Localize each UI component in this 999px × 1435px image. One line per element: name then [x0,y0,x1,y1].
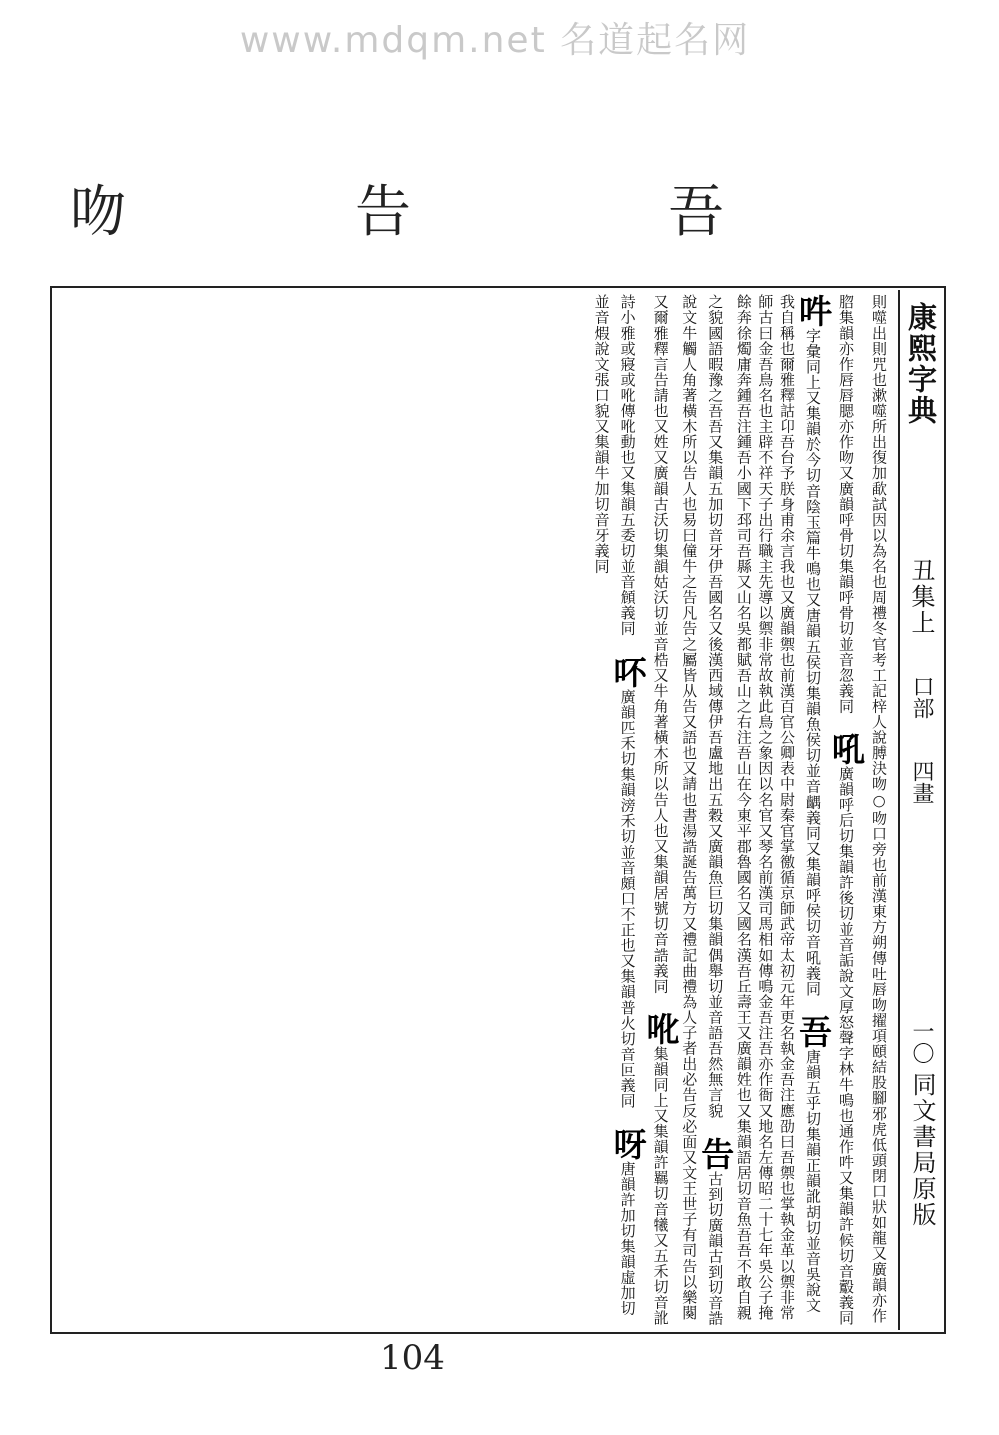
entry-definition: 集韻同上又集韻許羈切音犧又五禾切音訛詩小雅或寢或吪傳吪動也又集韻五委切並音頠義同 [618,294,670,1326]
entry-headword: 吼 [827,732,866,766]
entry-definition: 廣韻呼后切集韻許後切並音詬說文厚怒聲字林牛鳴也通作吽又集韻許候切音鷇義同 [837,765,855,1326]
page-number: 104 [380,1338,445,1378]
dictionary-page [50,286,946,1334]
dictionary-entry [608,654,648,1109]
entry-definition: 則噬出則咒也漱噬所出復加歃試因以為名也周禮冬官考工記梓人說膊決吻○吻口旁也前漢東方朔傳吐唇吻擢項頤結股腳邪虎低頭閉口狀如龍又廣韻亦作脗集韻亦作唇唇腮亦作吻又廣韻呼骨切集韻呼骨切並音忽義同 [837,294,888,1324]
entry-headword: 吾 [794,1014,833,1049]
book-title: 康熙字典 [904,302,938,426]
publisher-label: 同文書局原版 [908,1072,936,1228]
dictionary-entry [827,732,866,1326]
entry-definition: 唐韻五乎切集韻正韻訛胡切並音吳說文我自稱也爾雅釋詁卬吾台予朕身甫余言我也又廣韻禦也前漢百官公卿表中尉秦官掌徼循京師武帝太初元年更名執金吾注應劭曰吾禦也掌執金革以禦非常師古曰金吾鳥名也主辟不祥天子出行職主先導以禦非常故執此鳥之象因以名官又琴名前漢司馬相如傳鳴金吾注吾亦作衙又地名左傳昭二十七年吳公子掩餘奔徐燭庸奔鍾吾注鍾吾小國下邳司吾縣又山名吳都賦吾山之右注吾山在今東平郡魯國名又國名漢吾丘壽王又廣韻姓也又集韻語居切音魚吾吾不敢自親之貌國語暇豫之吾吾又集韻五加切音牙伊吾國名又後漢西域傳伊吾盧地出五穀又廣韻魚巨切集韻偶舉切並音語吾然無言貌 [706,294,822,1321]
entry-definition: 廣韻匹禾切集韻滂禾切並音頗口不正也又集韻普火切音叵義同 [618,688,637,1109]
entry-definition: 字彙同上又集韻於今切音陰玉篇牛鳴也又唐韻五侯切集韻魚侯切並音齵義同又集韻呼侯切音吼義同 [804,327,822,997]
seal-script-glyph-1: 吾 [668,180,724,245]
entry-headword: 吥 [608,654,648,689]
stroke-count-label: 四畫 [909,760,934,804]
entry-headword: 吽 [794,294,833,328]
entry-headword: 告 [696,1136,736,1171]
radical-label: 口部 [909,675,934,719]
entry-text-body [56,294,896,1326]
volume-label: 丑集上 [907,558,935,636]
entry-definition: 古到切廣韻古到切音誥說文牛觸人角著橫木所以告人也易曰僮牛之告凡告之屬皆从告又語也又請也書湯誥誕告萬方又禮記曲禮為人子者出必告反必面又文王世子有司告以樂闋又爾雅釋言告請也又姓又廣韻古沃切集韻姑沃切並音梏又牛角著橫木所以告人也又集韻居號切音誥義同 [651,294,725,1326]
page-header-column [898,290,942,1330]
dictionary-entry [794,294,833,997]
seal-script-glyph-3: 吻 [70,180,126,245]
folio-number: 一〇 [909,1020,934,1064]
site-watermark: www.mdqm.net 名道起名网 [239,20,751,61]
seal-script-glyph-2: 告 [355,180,411,245]
entry-headword: 吪 [641,1012,681,1046]
entry-definition: 唐韻許加切集韻虛加切並音煆說文張口貌又集韻牛加切音牙義同 [592,294,637,1316]
entry-headword: 呀 [608,1126,648,1161]
